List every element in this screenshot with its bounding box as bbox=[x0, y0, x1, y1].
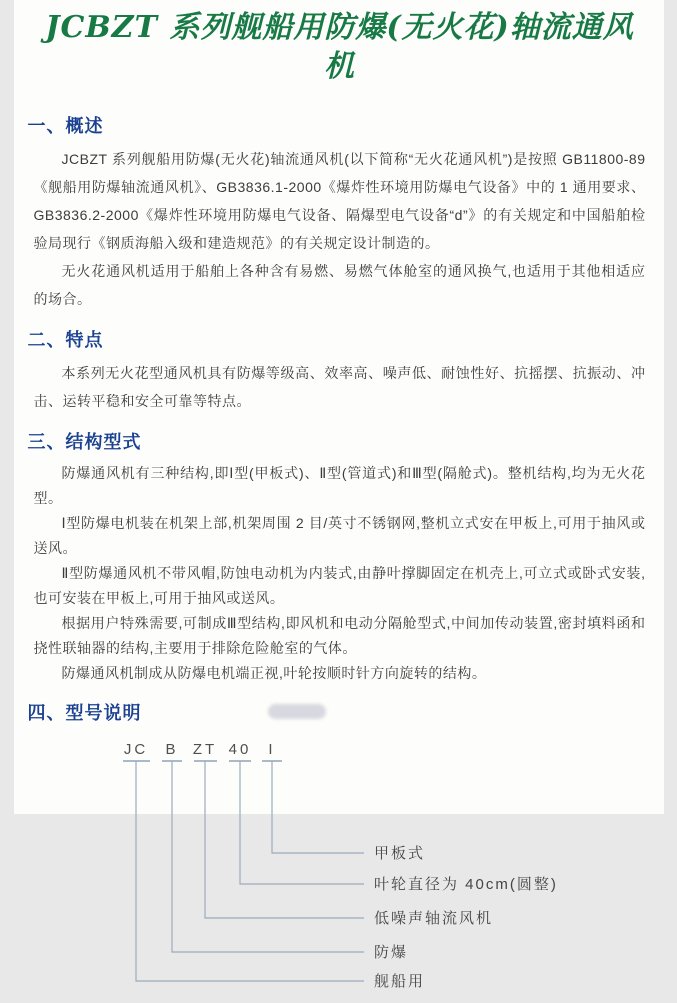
section-heading-features: 二、特点 bbox=[28, 326, 646, 352]
section-heading-structure: 三、结构型式 bbox=[28, 428, 646, 454]
connector-line-i bbox=[272, 761, 364, 853]
paragraph: 本系列无火花型通风机具有防爆等级高、效率高、噪声低、耐蚀性好、抗摇摆、抗振动、冲击、运转平稳和安全可靠等特点。 bbox=[34, 359, 646, 415]
connector-line-zt bbox=[205, 761, 364, 918]
document-page bbox=[14, 0, 664, 814]
paragraph: 无火花通风机适用于船舶上各种含有易燃、易燃气体舱室的通风换气,也适用于其他相适应的场合。 bbox=[34, 257, 646, 313]
paragraph: 防爆通风机有三种结构,即Ⅰ型(甲板式)、Ⅱ型(管道式)和Ⅲ型(隔舱式)。整机结构,均为无火花型。 bbox=[34, 461, 646, 511]
model-heading-row bbox=[34, 699, 646, 725]
paragraph: Ⅱ型防爆通风机不带风帽,防蚀电动机为内装式,由静叶撑脚固定在机壳上,可立式或卧式安装,也可安装在甲板上,可用于抽风或送风。 bbox=[34, 561, 646, 611]
connector-line-40 bbox=[240, 761, 364, 884]
model-code: I bbox=[268, 741, 275, 758]
structure-section-body bbox=[34, 461, 646, 686]
model-code-label: 叶轮直径为 40cm(圆整) bbox=[374, 875, 558, 893]
paragraph: JCBZT 系列舰船用防爆(无火花)轴流通风机(以下简称“无火花通风机”)是按照 GB11800-89《舰船用防爆轴流通风机》、GB3836.1-2000《爆炸性环境用防爆电气设备》中的 1 通用要求、GB3836.2-2000《爆炸性环境用防爆电气设备、隔爆型电气设备“d”》的有关规定和中国船舶检验局现行《钢质海船入级和建造规范》的有关规定设计制造的。 bbox=[34, 145, 646, 257]
section-heading-overview: 一、概述 bbox=[28, 112, 646, 138]
paragraph: Ⅰ型防爆电机装在机架上部,机架周围 2 目/英寸不锈钢网,整机立式安在甲板上,可用于抽风或送风。 bbox=[34, 511, 646, 561]
model-code: JC bbox=[123, 741, 147, 758]
paragraph: 根据用户特殊需要,可制成Ⅲ型结构,即风机和电动分隔舱型式,中间加传动装置,密封填料函和挠性联轴器的结构,主要用于排除危险舱室的气体。 bbox=[34, 611, 646, 661]
section-heading-model: 四、型号说明 bbox=[28, 699, 646, 725]
model-code-label: 舰船用 bbox=[374, 973, 425, 990]
erased-smudge bbox=[268, 704, 326, 719]
connector-line-jc bbox=[136, 761, 364, 981]
connector-line-b bbox=[172, 761, 364, 952]
model-code-diagram bbox=[92, 736, 677, 998]
model-code: B bbox=[165, 741, 178, 758]
model-code: ZT bbox=[192, 741, 216, 758]
model-code-label: 防爆 bbox=[374, 944, 408, 961]
model-code-label: 低噪声轴流风机 bbox=[374, 909, 493, 927]
paragraph: 防爆通风机制成从防爆电机端正视,叶轮按顺时针方向旋转的结构。 bbox=[34, 661, 646, 686]
page-title: JCBZT 系列舰船用防爆(无火花)轴流通风机 bbox=[34, 8, 646, 86]
model-code-label: 甲板式 bbox=[374, 844, 425, 862]
model-code: 40 bbox=[228, 741, 251, 758]
